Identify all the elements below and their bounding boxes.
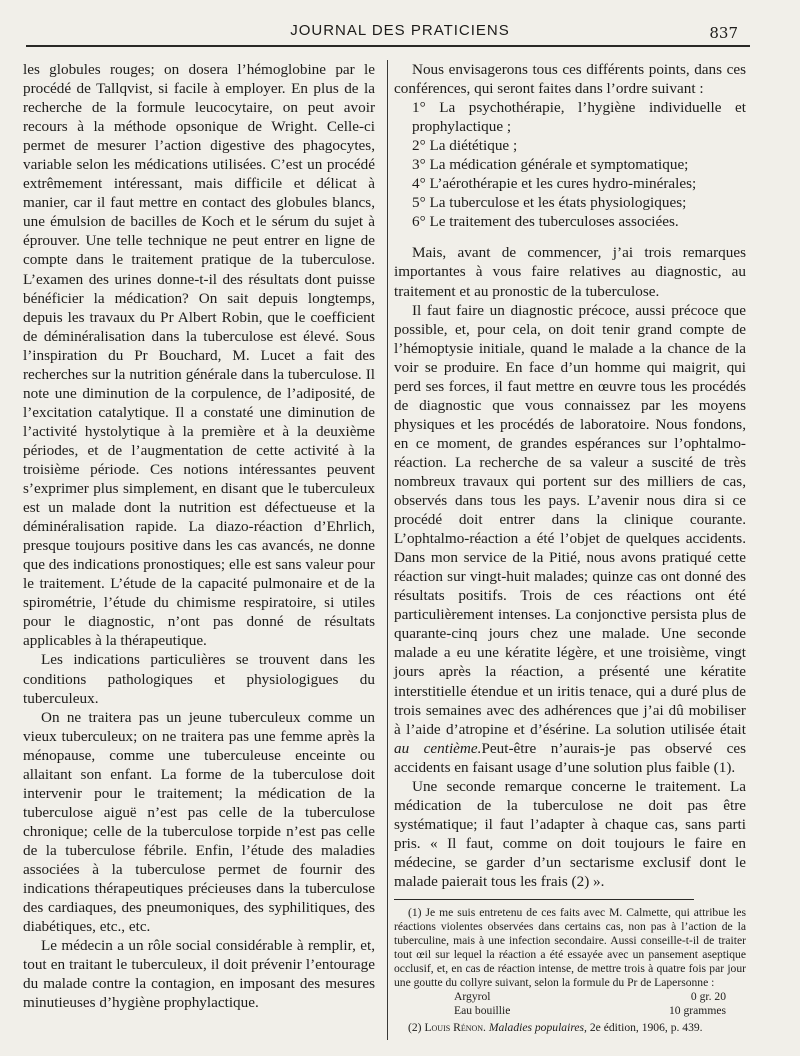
footnote-title: Maladies populaires, bbox=[488, 1021, 587, 1035]
footnote-2 bbox=[394, 1021, 746, 1035]
list-item: 3° La médication générale et symptomatique; bbox=[412, 156, 689, 174]
footnote-number: (2) bbox=[408, 1021, 422, 1035]
paragraph bbox=[394, 301, 746, 777]
list-item: 2° La diététique ; bbox=[412, 137, 518, 155]
list-item: 1° La psychothérapie, l’hygiène individuelle et prophylactique ; bbox=[412, 99, 746, 136]
footnote-rule bbox=[394, 899, 694, 900]
recipe-row bbox=[394, 990, 746, 1004]
recipe-dose: 10 grammes bbox=[669, 1004, 726, 1018]
footnotes bbox=[394, 906, 746, 1035]
paragraph: Nous envisagerons tous ces différents points, dans ces conférences, qui seront faites dans l’ordre suivant : bbox=[394, 61, 746, 98]
right-column bbox=[394, 60, 746, 1035]
italic-text: au centième. bbox=[394, 739, 482, 757]
recipe-name: Argyrol bbox=[454, 990, 491, 1004]
paragraph: les globules rouges; on dosera l’hémoglobine par le procédé de Tallqvist, si facile à employer. En plus de la recherche de la formule leucocytaire, on peut avoir recours à la méthode opsonique de Wright. Celle-ci permet de mesurer l’action digestive des phagocytes, variable selon les médications utilisées. C’est un procédé extrêmement intéressant, mais difficile et délicat à manier, car il faut mettre en contact des globules blancs, une émulsion de bacilles de Koch et le sérum du sujet à éprouver. Une telle technique ne peut entrer en ligne de compte dans le traitement pratique de la tuberculose. L’examen des urines donne-t-il des résultats dont puisse bénéficier la médication? On sait depuis longtemps, depuis les travaux du Pr Albert Robin, que le coefficient de déminéralisation dans la tuberculose est élevé. Sous l’inspiration du Pr Bouchard, M. Lucet a fait des recherches sur la nutrition générale dans la tuberculose. Il note une diminution de la corpulence, de l’adiposité, de l’excitation catalytique. Il a constaté une diminution de l’activité hystolytique à la première et à la deuxième périodes, et de l’augmentation de cette activité à la troisième période. Ces notions intéressantes peuvent s’exprimer plus simplement, en disant que le tuberculeux est un malade dont la nutrition est défectueuse et la déminéralisation rapide. La diazo-réaction d’Ehrlich, presque toujours positive dans les cas avancés, ne donne que des indications pronostiques; elle est sans valeur pour le traitement. L’étude de la capacité pulmonaire et de la spirométrie, l’étude du chimisme respiratoire, si utiles pour le diagnostic, n’ont pas donné de résultats applicables à la thérapeutique. bbox=[23, 61, 375, 650]
recipe-dose: 0 gr. 20 bbox=[690, 990, 726, 1004]
list-item: 4° L’aérothérapie et les cures hydro-minérales; bbox=[412, 175, 697, 193]
footnote-author: Louis Rénon. bbox=[424, 1021, 486, 1035]
journal-title: JOURNAL DES PRATICIENS bbox=[290, 22, 510, 39]
paragraph: Une seconde remarque concerne le traitement. La médication de la tuberculose ne doit pas être systématique; il faut l’adapter à chaque cas, sans parti pris. « Il faut, comme on doit toujours le faire en médecine, se garder d’un sectarisme exclusif dont le malade paierait tous les frais (2) ». bbox=[394, 777, 746, 890]
paragraph: On ne traitera pas un jeune tuberculeux comme un vieux tuberculeux; on ne traitera pas une femme après la ménopause, comme une tuberculeuse enceinte ou allaitant son enfant. La forme de la tuberculose doit intervenir pour le traitement; la médication de la tuberculose aiguë n’est pas celle de la tuberculose chronique; celle de la tuberculose torpide n’est pas celle de la tuberculose fébrile. Enfin, l’étude des maladies associées à la tuberculose permet de fournir des indications thérapeutiques précieuses dans la tuberculose des cardiaques, des pneumoniques, des syphilitiques, des diabétiques, etc., etc. bbox=[23, 708, 375, 936]
journal-header bbox=[24, 18, 776, 48]
footnote-edition: 2e édition, 1906, p. 439. bbox=[589, 1021, 703, 1035]
list-item: 5° La tuberculose et les états physiologiques; bbox=[412, 194, 687, 212]
recipe-name: Eau bouillie bbox=[454, 1004, 511, 1018]
left-column bbox=[23, 60, 375, 1012]
paragraph: Les indications particulières se trouvent dans les conditions pathologiques et physiologigues du tuberculeux. bbox=[23, 651, 375, 707]
paragraph-text: Il faut faire un diagnostic précoce, aussi précoce que possible, et, pour cela, on doit tenir grand compte de l’hémoptysie initiale, quand le malade a la chance de la voir se produire. En face d’un homme qui maigrit, qui perd ses forces, il faut mettre en œuvre tous les procédés de diagnostic que vous connaissez par les moyens physiques et les procédés de laboratoire. Nous fondons, en ce moment, de grandes espérances sur l’ophtalmo-réaction. La recherche de sa valeur a suscité de très nombreux travaux qui portent sur des milliers de cas, observés dans tous les pays. L’avenir nous dira si ce procédé doit entrer dans la clinique courante. L’ophtalmo-réaction a été l’objet de quelques accidents. Dans mon service de la Pitié, nous avons pratiqué cette réaction sur vingt-huit malades; quinze cas ont donné des résultats positifs. Trois de ces réactions ont été particulièrement intenses. La conjonctive persista plus de quarante-cinq jours chez une malade. Une seconde malade a eu une kératite légère, et une troisième, vingt jours après la réaction, a présenté une kératite interstitielle étendue et un iritis tenace, qui a duré plus de trois semaines avec des adhérences que j’ai dû mobiliser à l’aide d’atropine et d’ésérine. La solution utilisée était bbox=[394, 301, 746, 738]
paragraph-text: Peut-être n’aurais-je pas observé ces accidents en faisant usage d’une solution plus faible (1). bbox=[394, 739, 746, 776]
column-divider bbox=[387, 60, 388, 1040]
list-item: 6° Le traitement des tuberculoses associées. bbox=[412, 213, 679, 231]
paragraph: Le médecin a un rôle social considérable à remplir, et, tout en traitant le tuberculeux, il doit prévenir l’entourage du malade contre la contagion, en imposant des mesures minutieuses d’hygiène prophylactique. bbox=[23, 937, 375, 1012]
page-number: 837 bbox=[709, 24, 738, 42]
paragraph: Mais, avant de commencer, j’ai trois remarques importantes à vous faire relatives au diagnostic, au traitement et au pronostic de la tuberculose. bbox=[394, 244, 746, 300]
header-rule bbox=[26, 45, 750, 47]
recipe-row bbox=[394, 1004, 746, 1018]
footnote-1: (1) Je me suis entretenu de ces faits avec M. Calmette, qui attribue les réactions violentes observées dans certains cas, non pas à l’action de la tuberculine, mais à une infection secondaire. Aussi conseille-t-il de traiter tout œil sur lequel la réaction a été essayée avec un pansement aseptique occlusif, et, en cas de réaction intense, de mettre trois à quatre fois par jour une goutte du collyre suivant, selon la formule du Pr de Lapersonne : bbox=[394, 906, 746, 990]
